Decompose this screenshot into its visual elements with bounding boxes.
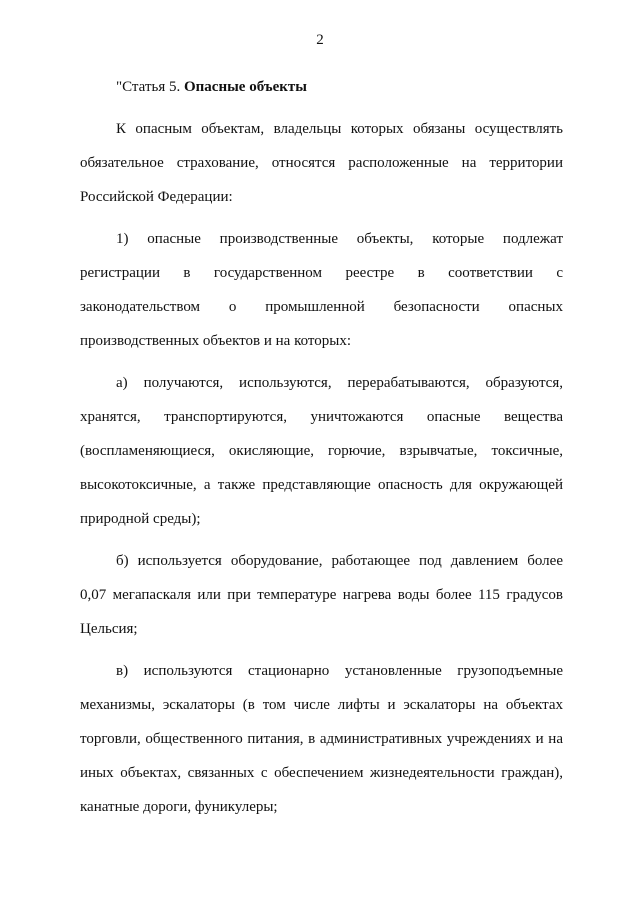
text-line: торговли, общественного питания, в административных учреждениях и на [80, 731, 563, 747]
text-line: канатные дороги, фуникулеры; [80, 799, 278, 815]
text-line: механизмы, эскалаторы (в том числе лифты и эскалаторы на объектах [80, 697, 563, 713]
text-line: иных объектах, связанных с обеспечением жизнедеятельности граждан), [80, 765, 563, 781]
paragraph-intro [80, 112, 563, 214]
text-line: 1) опасные производственные объекты, которые подлежат [116, 231, 563, 247]
text-line: производственных объектов и на которых: [80, 333, 352, 349]
text-line: К опасным объектам, владельцы которых обязаны осуществлять [116, 121, 563, 137]
text-line: в) используются стационарно установленные грузоподъемные [116, 663, 563, 679]
text-line: обязательное страхование, относятся расположенные на территории [80, 155, 563, 171]
paragraph-item-v [80, 654, 563, 824]
text-line: законодательством о промышленной безопасности опасных [80, 299, 563, 315]
text-line: высокотоксичные, а также представляющие опасность для окружающей [80, 477, 563, 493]
paragraph-item-1 [80, 222, 563, 358]
paragraph-item-a [80, 366, 563, 536]
page-number: 2 [316, 32, 324, 48]
document-body [80, 70, 563, 824]
article-heading [80, 70, 563, 104]
text-line: Цельсия; [80, 621, 138, 637]
text-line: регистрации в государственном реестре в соответствии с [80, 265, 563, 281]
article-heading-prefix: "Статья 5. [116, 79, 184, 95]
text-line: Российской Федерации: [80, 189, 233, 205]
text-line: б) используется оборудование, работающее под давлением более [116, 553, 563, 569]
paragraph-item-b [80, 544, 563, 646]
text-line: хранятся, транспортируются, уничтожаются опасные вещества [80, 409, 563, 425]
article-heading-title: Опасные объекты [183, 79, 307, 95]
text-line: а) получаются, используются, перерабатываются, образуются, [116, 375, 563, 391]
text-line: 0,07 мегапаскаля или при температуре нагрева воды более 115 градусов [80, 587, 563, 603]
text-line: (воспламеняющиеся, окисляющие, горючие, взрывчатые, токсичные, [80, 443, 563, 459]
text-line: природной среды); [80, 511, 201, 527]
